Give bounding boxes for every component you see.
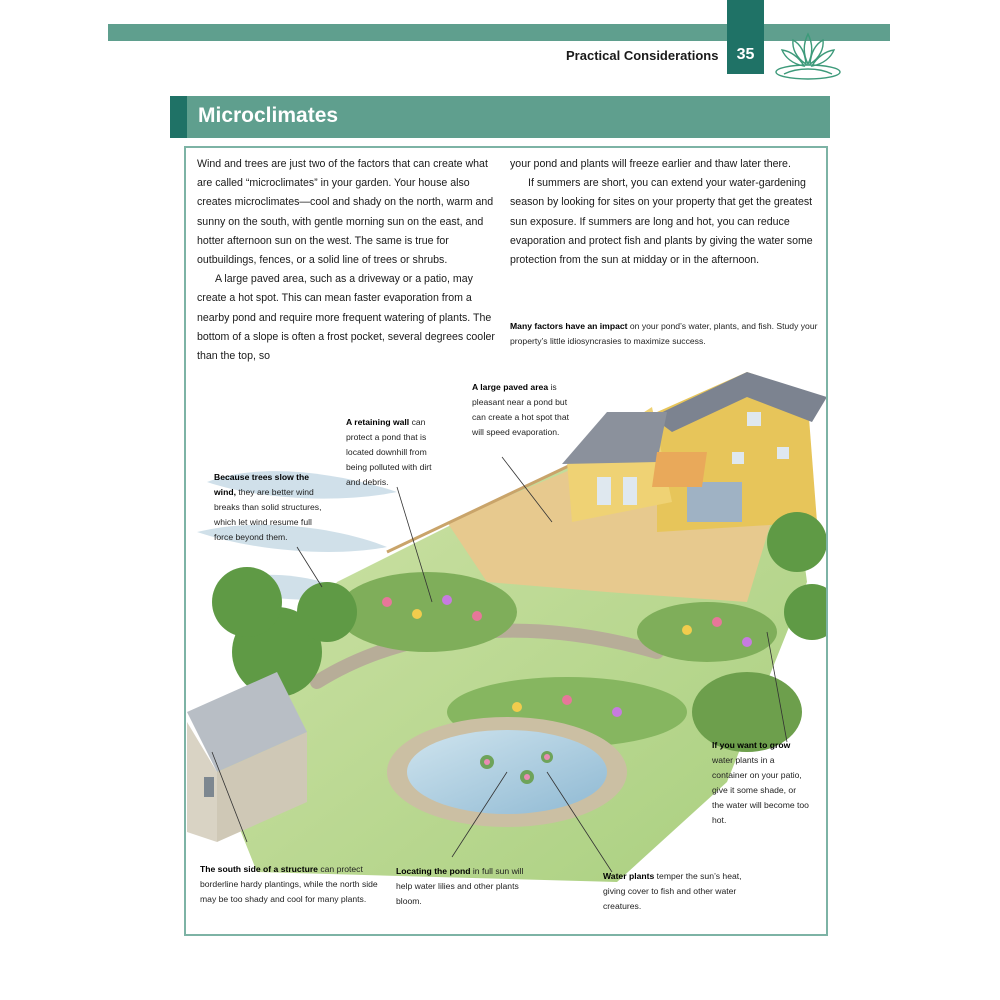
paragraph: your pond and plants will freeze earlier and thaw later there. (510, 158, 791, 170)
callout-pond-location: Locating the pond in full sun will help water lilies and other plants bloom. (396, 866, 524, 906)
callout-south-side: The south side of a structure can protect borderline hardy plantings, while the north side may be too shady and cool for many plants. (200, 864, 378, 904)
callout-water-plants: Water plants temper the sun’s heat, giving cover to fish and other water creatures. (603, 871, 742, 911)
callout-retaining-wall: A retaining wall can protect a pond that is located downhill from being polluted with dirt and debris. (346, 417, 432, 487)
paragraph: Wind and trees are just two of the factors that can create what are called “microclimates” in your garden. Your house also creates microclimates—cool and shady on the north, warm and sunny on the south, with gentle morning sun on the east, and hotter afternoon sun on the west. The same is true for outbuildings, fences, or a solid line of trees or shrubs. (197, 158, 494, 267)
body-column-2 (510, 155, 813, 270)
paragraph: If summers are short, you can extend your water-gardening season by looking for sites on your property that get the greatest sun exposure. If summers are long and hot, you can reduce evaporation and protect fish and plants by giving the water some protection from the sun at midday or in the afternoon. (510, 177, 813, 267)
body-column-1 (197, 155, 502, 366)
lotus-icon (772, 30, 844, 82)
callout-container-plants: If you want to grow water plants in a container on your patio, give it some shade, or the water will become too hot. (712, 740, 809, 825)
callout-trees-wind: Because trees slow the wind, they are better wind breaks than solid structures, which let wind resume full force beyond them. (214, 472, 322, 542)
callout-paved-area: A large paved area is pleasant near a pond but can create a hot spot that will speed evaporation. (472, 382, 569, 437)
article-title: Microclimates (198, 104, 339, 127)
section-title: Practical Considerations (566, 48, 719, 63)
page-number: 35 (727, 0, 764, 74)
house (562, 372, 826, 532)
illustration-intro: Many factors have an impact on your pond’s water, plants, and fish. Study your property’s little idiosyncrasies to maximize success. (510, 321, 818, 346)
paragraph: A large paved area, such as a driveway or a patio, may create a hot spot. This can mean faster evaporation from a nearby pond and require more frequent watering of plants. The bottom of a slope is often a frost pocket, several degrees cooler than the top, so (197, 273, 495, 363)
